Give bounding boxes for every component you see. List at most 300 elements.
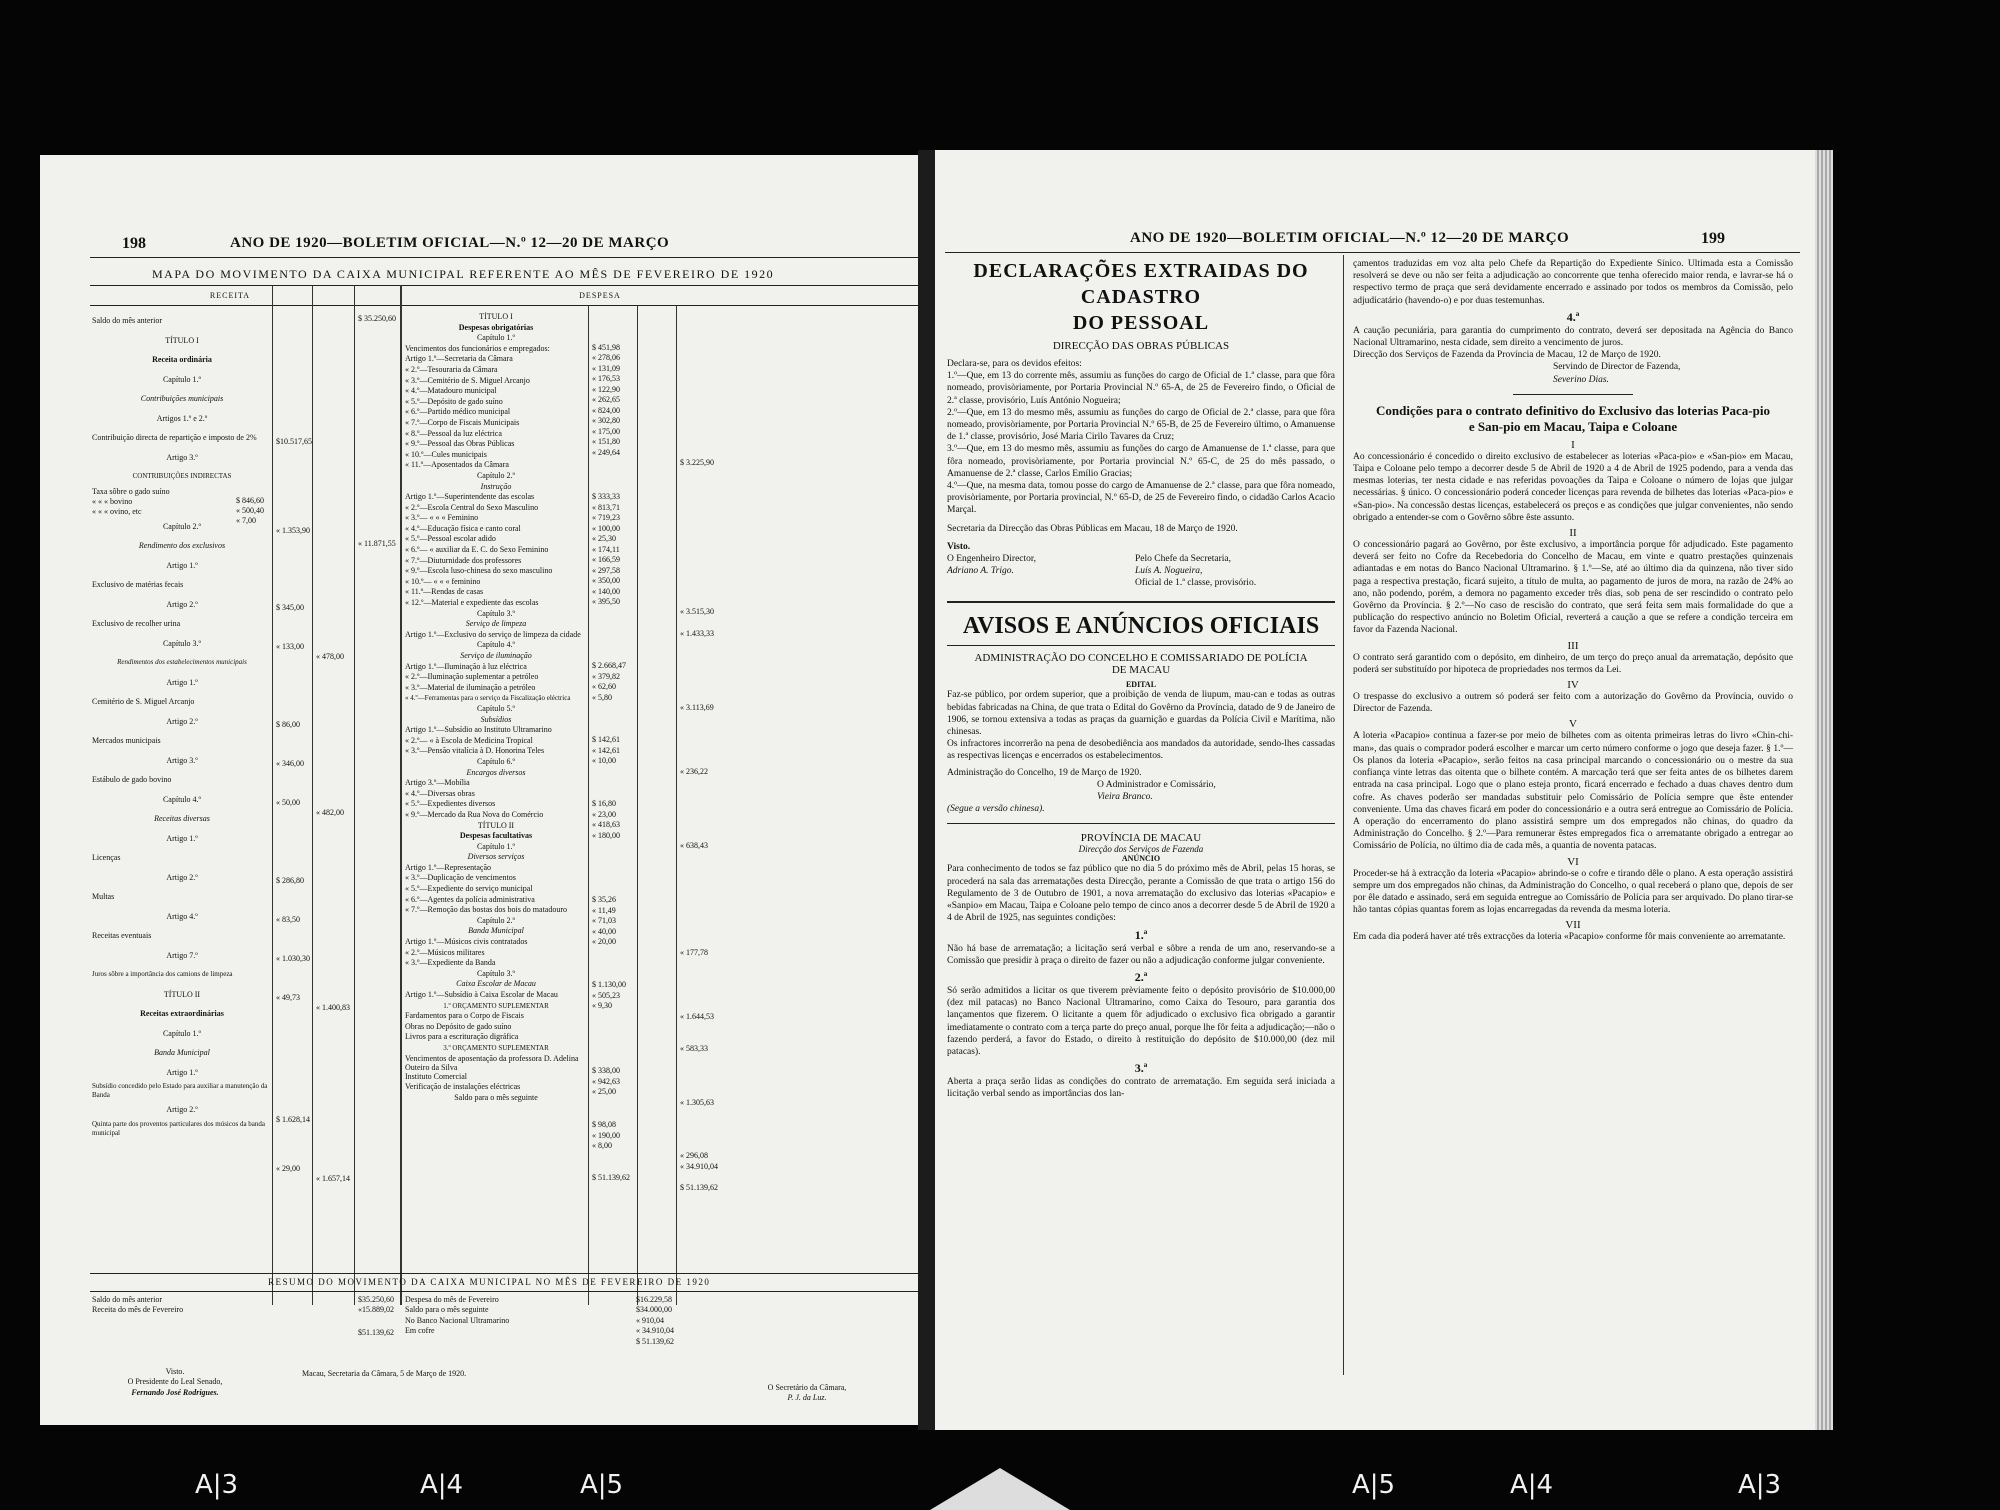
summary-line: Saldo para o mês seguinte — [405, 1305, 489, 1315]
decl-closing: Secretaria da Direcção das Obras Públicas em Macau, 18 de Março de 1920. — [947, 523, 1238, 534]
despesa-line: Artigo 1.º—Secretaria da Câmara — [405, 354, 513, 364]
despesa-line: « 10.º— « « « feminino — [405, 576, 481, 586]
despesa-line: Despesas obrigatórias — [458, 322, 534, 332]
despesa-line: « 5.º—Expedientes diversos — [405, 799, 496, 809]
footer-left — [100, 1367, 250, 1398]
receita-amount-divider — [312, 285, 313, 1305]
receita-line: Capítulo 1.º — [162, 374, 202, 384]
footer-right — [732, 1383, 882, 1404]
section-number: V — [1569, 718, 1577, 731]
despesa-amount: « 638,43 — [680, 841, 708, 850]
despesa-amount: « 10,00 — [592, 756, 616, 765]
despesa-amount: « 719,23 — [592, 513, 620, 522]
receita-line: Rendimentos dos estabelecimentos municipais — [117, 658, 247, 666]
province-subtitle: Direcção dos Serviços de Fazenda — [1078, 844, 1204, 855]
despesa-line: Verificação de instalações eléctricas — [405, 1082, 521, 1092]
despesa-amount: $ 333,33 — [592, 492, 620, 501]
sig-line: Vieira Branco. — [1097, 792, 1153, 803]
despesa-amount: « 813,71 — [592, 503, 620, 512]
decl-sig-right — [1135, 553, 1335, 590]
despesa-line: « 2.º—Tesouraria da Câmara — [405, 364, 498, 374]
despesa-amount: « 583,33 — [680, 1044, 708, 1053]
edital-date: Administração do Concelho, 19 de Março de 1920. — [947, 767, 1142, 778]
despesa-amount: « 25,30 — [592, 534, 616, 543]
fazenda-sig — [1553, 361, 1793, 385]
receita-amount: « 7,00 — [236, 516, 256, 525]
despesa-amount: « 9,30 — [592, 1001, 612, 1010]
despesa-amount: $ 1.130,00 — [592, 980, 626, 989]
sig-line: Pelo Chefe da Secretaria, — [1135, 553, 1232, 564]
decl-item: 1.º—Que, em 13 do corrente mês, assumiu as funções do cargo de Oficial de 1.ª classe, para que fôra nomeado, provisòriamente, por Portaria Provincial N.º 65-A, de 25 de Fevereiro findo, o Oficial de 2.ª classe, provisório, Luís António Nogueira; — [947, 371, 1335, 406]
summary-amount: $35.250,60 — [358, 1295, 394, 1304]
despesa-line: Encargos diversos — [466, 767, 526, 777]
summary-amount: $ 51.139,62 — [636, 1336, 674, 1346]
despesa-amount: « 20,00 — [592, 937, 616, 946]
section-text: Ao concessionário é concedido o direito exclusivo de estabelecer as loterias «Paca-pio» e «San-pio» em Macau, Taipa e Coloane pelo tempo a decorrer desde 5 de Abril de 1920 a 4 de Abril de 1925 podendo, para a venda das mesmas loterias, ter nesta cidade e nas referidas povoações da Taipa e Coloane o número de lojas que julgar necessárias. § único. O concessionário poderá conceder licenças para revenda de bilhetes das loterias «Paca-pio» e «San-pio». Na concessão destas licenças, estabelecerá os preços e as condições que julgar convenientes, não sendo obrigado a entender-se com o Govêrno sôbre êste assunto. — [1353, 451, 1793, 523]
decl-title: DECLARAÇÕES EXTRAIDAS DO CADASTRO — [973, 260, 1309, 308]
despesa-line: Instrução — [480, 481, 512, 491]
receita-line: TÍTULO I — [165, 335, 199, 345]
despesa-amount: « 166,59 — [592, 555, 620, 564]
despesa-line: Artigo 1.º—Músicos civis contratados — [405, 937, 528, 947]
receita-line: Artigo 1.º — [166, 1067, 198, 1077]
film-marker-triangle — [930, 1468, 1070, 1510]
fazenda-date: Direcção dos Serviços de Fazenda da Província de Macau, 12 de Março de 1920. — [1353, 350, 1661, 361]
edital-sig — [1097, 779, 1335, 803]
despesa-amount: $ 51.139,62 — [592, 1173, 630, 1182]
receita-amount: « 346,00 — [276, 759, 304, 768]
receita-amount: « 29,00 — [276, 1164, 300, 1173]
receita-amount: $ 1.628,14 — [276, 1115, 310, 1124]
despesa-amount: « 942,63 — [592, 1077, 620, 1086]
decl-intro: Declara-se, para os devidos efeitos: — [947, 359, 1082, 369]
despesa-line: « 4.º—Educação física e canto coral — [405, 523, 521, 533]
despesa-line: « 4.º—Ferramentas para o serviço da Fiscalização eléctrica — [405, 694, 571, 703]
despesa-amount: « 100,00 — [592, 524, 620, 533]
decl-item: 3.º—Que, em 13 do mesmo mês, assumiu as funções do cargo de Amanuense de 1.ª classe, para que fôra nomeado, provisòriamente, por Portaria provincial N.º 65-C, de 25 do mês passado, o Amanuense de 2.ª classe, Carlos Emílio Gracias; — [947, 444, 1335, 479]
summary-rule — [90, 1291, 918, 1292]
despesa-line: « 9.º—Pessoal das Obras Públicas — [405, 439, 515, 449]
despesa-amount: « 5,80 — [592, 693, 612, 702]
receita-amount-divider — [354, 285, 355, 1305]
despesa-amount: « 262,65 — [592, 395, 620, 404]
despesa-line: « 3.º—Material de iluminação a petróleo — [405, 682, 536, 692]
despesa-line: Capítulo 3.º — [476, 608, 516, 618]
receita-line: Artigos 1.º e 2.º — [156, 413, 208, 423]
right-page — [935, 150, 1815, 1430]
despesa-amount: « 71,03 — [592, 916, 616, 925]
despesa-amount: « 25,00 — [592, 1087, 616, 1096]
receita-amount: « 11.871,55 — [358, 539, 396, 548]
footer-line: Fernando José Rodrigues. — [131, 1387, 219, 1397]
receita-line: Mercados municipais — [92, 736, 161, 745]
despesa-line: Serviço de limpeza — [465, 619, 527, 629]
receita-line: Receita ordinária — [152, 355, 212, 364]
despesa-line: 1.º ORÇAMENTO SUPLEMENTAR — [443, 1001, 549, 1010]
despesa-amount: « 151,80 — [592, 437, 620, 446]
despesa-amount: « 11,49 — [592, 906, 616, 915]
receita-amount: $ 35.250,60 — [358, 314, 396, 323]
sig-line: Servindo de Director de Fazenda, — [1553, 362, 1681, 373]
receita-amount: $ 86,00 — [276, 720, 300, 729]
despesa-line: Capítulo 3.º — [476, 968, 516, 978]
edital-text: Faz-se público, por ordem superior, que a proibição de venda de liupum, mau-can e todas as outras bebidas fabricadas na China, de que trata o Edital do Govêrno da Província, datado de 9 de Janeiro de 1906, se tornou extensiva a todas as praças da guarnição e guardas da Polícia Civil e Marítima, não chinesas. — [947, 690, 1335, 738]
receita-line: Subsídio concedido pelo Estado para auxiliar a manutenção da Banda — [92, 1082, 268, 1099]
receita-line: Artigo 3.º — [166, 452, 198, 462]
despesa-amount-divider — [676, 305, 677, 1305]
condition-label: 1.ª — [1134, 927, 1148, 942]
right-column-1 — [947, 258, 1335, 1101]
despesa-line: « 8.º—Pessoal da luz eléctrica — [405, 428, 502, 438]
summary-amount: « 910,04 — [636, 1315, 664, 1325]
despesa-line: Artigo 3.º—Mobília — [405, 778, 470, 788]
film-mark: A|4 — [1510, 1470, 1554, 1500]
despesa-amount: « 395,50 — [592, 597, 620, 606]
section-number: II — [1569, 527, 1577, 540]
condition-label: 3.ª — [1134, 1061, 1148, 1076]
despesa-amount: « 34.910,04 — [680, 1162, 718, 1171]
receita-line: Capítulo 3.º — [162, 638, 202, 648]
despesa-amount: « 249,64 — [592, 448, 620, 457]
receita-amount-divider — [272, 285, 273, 1305]
despesa-amount: « 62,60 — [592, 682, 616, 691]
receita-line: Licenças — [92, 853, 121, 862]
receita-amount: « 1.657,14 — [316, 1174, 350, 1183]
receita-line: Artigo 2.º — [166, 716, 198, 726]
despesa-line: TÍTULO II — [477, 820, 515, 830]
contract-title: Condições para o contrato definitivo do Exclusivo das loterias Paca-pio e San-pio em Macau, Taipa e Coloane — [1376, 402, 1770, 434]
summary-line: No Banco Nacional Ultramarino — [405, 1315, 510, 1325]
summary-left-amounts — [358, 1295, 394, 1338]
receita-line: Artigo 4.º — [166, 911, 198, 921]
decl-title: DO PESSOAL — [1072, 312, 1210, 334]
decl-item: 4.º—Que, na mesma data, tomou posse do cargo de Amanuense de 2.ª classe, para que fôra nomeado, provisòriamente, por Portaria provincial, N.º 65-D, de 25 de Fevereiro findo, o cidadão Carlos Acacio Marçal. — [947, 481, 1335, 516]
despesa-line: Capítulo 6.º — [476, 756, 516, 766]
despesa-line: Diversos serviços — [467, 852, 525, 862]
despesa-amount: « 418,63 — [592, 820, 620, 829]
summary-line: Despesa do mês de Fevereiro — [405, 1295, 499, 1304]
despesa-amount: $ 3.225,90 — [680, 458, 714, 467]
section-rule — [1513, 394, 1633, 395]
receita-line: « « « bovino — [92, 496, 133, 506]
column-header-rule — [90, 305, 918, 306]
footer-line: P. J. da Luz. — [787, 1393, 827, 1403]
receita-line: Rendimento dos exclusivos — [138, 541, 226, 550]
condition-label: 4.ª — [1566, 309, 1580, 324]
receita-line: Exclusivo de matérias fecais — [92, 580, 184, 589]
summary-mid — [405, 1295, 509, 1337]
receita-line: Artigo 7.º — [166, 950, 198, 960]
despesa-amount: « 1.433,33 — [680, 629, 714, 638]
despesa-amount: « 176,53 — [592, 374, 620, 383]
receita-line: Cemitério de S. Miguel Arcanjo — [92, 697, 195, 706]
receita-amount: « 50,00 — [276, 798, 300, 807]
summary-amount: « 34.910,04 — [636, 1326, 674, 1336]
title-rule — [90, 285, 918, 286]
despesa-amount: « 142,61 — [592, 746, 620, 755]
receita-amount: $ 345,00 — [276, 603, 304, 612]
running-header-left: ANO DE 1920—BOLETIM OFICIAL—N.º 12—20 DE MARÇO — [230, 235, 670, 251]
section-text: A loteria «Pacapio» continua a fazer-se por meio de bilhetes com as oitenta primeiras letras do livro «Chin-chi-man», das quais o comprador poderá escolher e marcar um certo número conforme o jogo que deseja fazer. § 1.º—Os planos da loteria «Pacapio», serão feitos na casa principal marcando o concessionário ou o mestre da sua confiança vinte letras das oitenta que o bilhete contém. A marcação terá que ser feita antes de os bilhetes darem entrada na casa principal. Logo que o plano esteja pronto, ficará encerrado e fechado a duas chaves dentro dum cofre. As chaves poderão ser mandadas substituir pelo Comissário de Polícia sempre que êste entender conveniente. Uma das chaves ficará em poder do concessionário e a outra será entregue ao Comissário de Polícia. A operação do encerramento do plano assistirá sempre um dos empregados não chinas, do quadro da Administração do Concelho. § 2.º—Para remunerar êstes empregados fica o arrematante obrigado a entregar ao Comissário de Polícia, no último dia de cada mês, a quantia de noventa patacas. — [1353, 731, 1793, 852]
despesa-line: Obras no Depósito de gado suíno — [405, 1021, 512, 1031]
despesa-amount: « 824,00 — [592, 406, 620, 415]
despesa-line: Artigo 1.º—Subsídio à Caixa Escolar de Macau — [405, 990, 558, 999]
receita-line: Artigo 1.º — [166, 677, 198, 687]
despesa-line: « 2.º—Escola Central do Sexo Masculino — [405, 502, 539, 512]
header-rule — [945, 252, 1800, 253]
edital-text: Os infractores incorrerão na pena de desobediência aos mandados da autoridade, sendo-lhes cassadas as respectivas licenças e encerrados os estabelecimentos. — [947, 739, 1335, 762]
receita-amount: « 478,00 — [316, 652, 344, 661]
despesa-line: Artigo 1.º—Subsídio ao Instituto Ultramarino — [405, 725, 552, 735]
receita-amount: « 49,73 — [276, 993, 300, 1002]
despesa-amount: $ 98,08 — [592, 1120, 616, 1129]
despesa-line: « 3.º—Expediente da Banda — [405, 958, 496, 968]
receita-header: RECEITA — [209, 291, 251, 300]
despesa-line: « 5.º—Expediente do serviço municipal — [405, 884, 533, 894]
receita-amount: $ 286,80 — [276, 876, 304, 885]
despesa-amount: « 1.305,63 — [680, 1098, 714, 1107]
despesa-amount: « 302,80 — [592, 416, 620, 425]
despesa-line: Artigo 1.º—Exclusivo do serviço de limpeza da cidade — [405, 629, 581, 639]
film-mark: A|3 — [195, 1470, 239, 1500]
despesa-line: Capítulo 2.º — [476, 915, 516, 925]
section-number: VII — [1565, 919, 1581, 932]
summary-rule — [90, 1273, 918, 1274]
despesa-amount: $ 2.668,47 — [592, 661, 626, 670]
despesa-line: « 3.º—Cemitério de S. Miguel Arcanjo — [405, 375, 530, 385]
despesa-line: « 7.º—Remoção das bostas dos bois do matadouro — [405, 905, 568, 915]
section-rule — [947, 601, 1335, 603]
despesa-line: « 3.º—Pensão vitalícia à D. Honorina Teles — [405, 746, 545, 756]
despesa-amount: « 297,58 — [592, 566, 620, 575]
decl-sig-left — [947, 541, 1107, 590]
despesa-line: Despesas facultativas — [459, 831, 533, 841]
despesa-line: « 4.º—Matadouro municipal — [405, 386, 497, 396]
condition-text: A caução pecuniária, para garantia do cumprimento do contrato, deverá ser depositada na Agência do Banco Nacional Ultramarino, nesta cidade, sem direito a vencimento de juros. — [1353, 325, 1793, 349]
despesa-amount: $ 338,00 — [592, 1066, 620, 1075]
section-text: O trespasse do exclusivo a outrem só poderá ser feito com a autorização do Govêrno da Província, ouvido o Director de Fazenda. — [1353, 692, 1793, 715]
summary-right-amounts — [636, 1295, 674, 1347]
section-text: O concessionário pagará ao Govêrno, por êste exclusivo, a importância porque fôr adjudicado. Este pagamento deverá ser feito no Cofre da Recebedoria do Concelho de Macau, em vinte e quatro prestações quinzenais adiantadas e em notas do Banco Nacional Ultramarino. § 1.º—Se, até ao último dia da quinzena, não tiver sido paga a respectiva prestação, ficará sujeito, a título de multa, ao pagamento de juros de mora, na razão de 24% ao ano, não podendo, porém, a demora no pagamento exceder três dias, sob pena de ser rescindido o contrato pelo Govêrno da Província. § 2.º—No caso de rescisão do contrato, que será feita sem mais formalidade do que a publicação do respectivo anúncio no Boletim Oficial, reverterá a caução a que se refere a condição terceira em favor da Fazenda Nacional. — [1353, 540, 1793, 636]
summary-amount: «15.889,02 — [358, 1305, 394, 1315]
receita-amount: « 1.353,90 — [276, 526, 310, 535]
anuncio-text: Para conhecimento de todos se faz público que no dia 5 do próximo mês de Abril, pelas 15 horas, se procederá na sala das arrematações desta Direcção, perante a Comissão de que trata o artigo 156 do Regulamento de 3 de Outubro de 1901, a nova arrematação do exclusivo das loterias «Pacapio» e «Sanpio» em Macau, Taipa e Coloane pelo tempo de cinco anos a decorrer desde 5 de Abril de 1920 a 4 de Abril de 1925, nas seguintes condições: — [947, 864, 1335, 924]
section-number: III — [1567, 639, 1579, 652]
receita-amount: « 1.030,30 — [276, 954, 310, 963]
map-title: MAPA DO MOVIMENTO DA CAIXA MUNICIPAL REFERENTE AO MÊS DE FEVEREIRO DE 1920 — [152, 267, 775, 281]
film-mark: A|3 — [1738, 1470, 1782, 1500]
section-number: VI — [1567, 855, 1579, 868]
sig-line: O Engenheiro Director, — [947, 554, 1037, 565]
receita-amount: « 133,00 — [276, 642, 304, 651]
receita-line: Capítulo 2.º — [162, 521, 202, 531]
film-mark: A|5 — [1352, 1470, 1396, 1500]
right-column-2 — [1353, 258, 1793, 944]
despesa-line: 3.º ORÇAMENTO SUPLEMENTAR — [443, 1043, 549, 1052]
despesa-line: Subsídios — [480, 714, 512, 724]
despesa-line: « 3.º—Duplicação de vencimentos — [405, 873, 516, 883]
page-number-left: 198 — [122, 235, 146, 252]
section-rule — [947, 823, 1335, 824]
receita-line: Multas — [92, 892, 115, 901]
receita-line: Estábulo de gado bovino — [92, 775, 172, 784]
receita-line: Artigo 3.º — [166, 755, 198, 765]
despesa-amount-divider — [637, 305, 638, 1305]
section-number: I — [1571, 438, 1575, 451]
despesa-line: Instituto Comercial — [405, 1071, 467, 1081]
receita-line: Artigo 1.º — [166, 560, 198, 570]
despesa-line: « 9.º—Escola luso-chinesa do sexo masculino — [405, 566, 553, 576]
receita-amount: « 500,40 — [236, 506, 264, 515]
section-number: IV — [1567, 679, 1579, 692]
summary-line: Em cofre — [405, 1326, 435, 1336]
receita-line: Receitas extraordinárias — [140, 1009, 224, 1018]
page-edges — [1815, 150, 1833, 1430]
receita-amount: « 1.400,83 — [316, 1003, 350, 1012]
despesa-line: « 7.º—Corpo de Fiscais Municipais — [405, 417, 520, 427]
despesa-amount: « 379,82 — [592, 672, 620, 681]
despesa-amount: « 131,09 — [592, 364, 620, 373]
summary-title: RESUMO DO MOVIMENTO DA CAIXA MUNICIPAL NO MÊS DE FEVEREIRO DE 1920 — [268, 1277, 711, 1287]
despesa-amount: $ 16,80 — [592, 799, 616, 808]
despesa-line: Capítulo 4.º — [476, 640, 516, 650]
left-page — [40, 155, 918, 1425]
footer-line: Visto. — [165, 1367, 185, 1376]
despesa-line: « 7.º—Diuturnidade dos professores — [405, 555, 522, 565]
despesa-amount: « 505,23 — [592, 991, 620, 1000]
sig-line: Oficial de 1.ª classe, provisório. — [1135, 578, 1257, 589]
despesa-line: « 10.º—Cules municipais — [405, 449, 487, 459]
receita-amount: « 83,50 — [276, 915, 300, 924]
despesa-amount: « 175,00 — [592, 427, 620, 436]
despesa-line: « 2.º— « à Escola de Medicina Tropical — [405, 735, 533, 745]
decl-subtitle: DIRECÇÃO DAS OBRAS PÚBLICAS — [1052, 340, 1230, 352]
edital-label: EDITAL — [1125, 680, 1157, 690]
despesa-line: TÍTULO I — [479, 312, 513, 321]
despesa-amount-divider — [588, 305, 589, 1305]
despesa-amount: « 278,06 — [592, 353, 620, 362]
despesa-line: « 6.º—Partido médico municipal — [405, 407, 511, 417]
despesa-line: Capítulo 1.º — [476, 333, 516, 343]
summary-line: Saldo do mês anterior — [92, 1295, 162, 1304]
receita-line: Capítulo 4.º — [162, 794, 202, 804]
summary-left — [92, 1295, 183, 1316]
despesa-line: « 2.º—Iluminação suplementar a petróleo — [405, 672, 539, 682]
receita-amount: $10.517,65 — [276, 437, 312, 446]
despesa-amount: « 1.644,53 — [680, 1012, 714, 1021]
footer-mid: Macau, Secretaria da Câmara, 5 de Março de 1920. — [302, 1369, 467, 1378]
receita-line: Capítulo 1.º — [162, 1028, 202, 1038]
despesa-amount: « 236,22 — [680, 767, 708, 776]
summary-line: Receita do mês de Fevereiro — [92, 1305, 184, 1315]
decl-item: 2.º—Que, em 13 do mesmo mês, assumiu as funções do cargo de Oficial de 2.ª classe, para que fôra nomeado, provisòriamente, por Portaria Provincial N.º 65-B, de 25 de Fevereiro último, o Amanuense de 1.ª classe, provisório, José Maria Cirilo Tavares da Cruz; — [947, 407, 1335, 443]
receita-line: Receitas eventuais — [92, 931, 152, 940]
despesa-line: Saldo para o mês seguinte — [454, 1092, 538, 1102]
avisos-title: AVISOS E ANÚNCIOS OFICIAIS — [962, 613, 1320, 640]
despesa-amount: « 350,00 — [592, 576, 620, 585]
receita-line: Quinta parte dos proventos particulares dos músicos da banda municipal — [92, 1119, 266, 1137]
despesa-line: Artigo 1.º—Iluminação à luz eléctrica — [405, 661, 527, 671]
receita-amount: « 482,00 — [316, 808, 344, 817]
despesa-amount: « 140,00 — [592, 587, 620, 596]
despesa-line: Artigo 1.º—Superintendente das escolas — [405, 492, 535, 502]
condition-label: 2.ª — [1134, 969, 1148, 984]
despesa-line: Livros para a escrituração digráfica — [405, 1032, 519, 1042]
despesa-amount: « 8,00 — [592, 1141, 612, 1150]
despesa-amount: « 3.113,69 — [680, 703, 714, 712]
despesa-line: « 4.º—Diversas obras — [405, 788, 475, 798]
receita-line: Artigo 1.º — [166, 833, 198, 843]
footer-line: O Secretário da Câmara, — [767, 1383, 847, 1392]
anuncio-label: ANÚNCIO — [1121, 854, 1161, 864]
film-mark: A|4 — [420, 1470, 464, 1500]
despesa-line: Vencimentos de aposentação da professora D. Adelina Outeiro da Silva — [405, 1053, 579, 1072]
despesa-line: Serviço de iluminação — [460, 651, 532, 660]
condition-text: Só serão admitidos a licitar os que tiverem prèviamente feito o depósito provisório de $10.000,00 (dez mil patacas) no Banco Nacional Ultramarino, como Caixa do Tesouro, para garantia dos lançamentos que fizerem. O licitante a quem fôr adjudicado o exclusivo fica obrigado a garantir imediatamente o contrato com a terça parte do preço anual, porque lhe fôr feita a adjudicação;—não o fazendo perderá, a favor do Estado, o direito à restituição do depósito de $10.000,00 (dez mil patacas). — [947, 985, 1335, 1057]
column-divider — [1343, 255, 1344, 1375]
receita-line: Contribuição directa de repartição e imposto de 2% — [92, 433, 257, 442]
sig-line: O Administrador e Comissário, — [1097, 779, 1216, 790]
despesa-amount: « 40,00 — [592, 927, 616, 936]
despesa-line: « 6.º— « auxiliar da E. C. do Sexo Feminino — [405, 545, 549, 555]
receita-line: Artigo 2.º — [166, 872, 198, 882]
section-text: Em cada dia poderá haver até três extracções da loteria «Pacapio» conforme fôr mais conveniente ao arrematante. — [1353, 932, 1786, 943]
receita-line: CONTRIBUIÇÕES INDIRECTAS — [132, 472, 232, 480]
receita-line: Taxa sôbre o gado suíno — [92, 486, 170, 496]
despesa-line: « 11.º—Aposentados da Câmara — [405, 460, 509, 470]
receita-line: Artigo 2.º — [166, 599, 198, 609]
despesa-line: « 11.º—Rendas de casas — [405, 587, 484, 597]
despesa-line: Fardamentos para o Corpo de Fiscais — [405, 1011, 524, 1021]
despesa-line: « 3.º— « « « Feminino — [405, 513, 479, 523]
despesa-amount: $ 142,61 — [592, 735, 620, 744]
receita-line: Receitas diversas — [154, 814, 210, 823]
condition-text: Não há base de arrematação; a licitação será verbal e sôbre a renda de um ano, reservando-se a Comissão que presidir à praça o direito de fazer ou não a adjudicação conforme julgar conveniente. — [947, 943, 1335, 966]
admin-title: ADMINISTRAÇÃO DO CONCELHO E COMISSARIADO DE POLÍCIA DE MACAU — [974, 652, 1308, 677]
despesa-amount: « 296,08 — [680, 1151, 708, 1160]
section-text: O contrato será garantido com o depósito, em dinheiro, de um terço do preço anual da arrematação, depósito que poderá ser substituído por hipoteca de propriedades nos termos da Lei. — [1353, 652, 1793, 675]
page-number-right: 199 — [1701, 230, 1725, 247]
despesa-line: Capítulo 1.º — [476, 841, 516, 851]
condition-text: Aberta a praça serão lidas as condições do contrato de arrematação. Em seguida será iniciada a licitação verbal sendo as importâncias dos lan- — [947, 1077, 1335, 1100]
receita-line: Banda Municipal — [154, 1048, 210, 1057]
section-rule — [947, 645, 1335, 646]
edital-note: (Segue a versão chinesa). — [947, 804, 1045, 815]
receita-line: Juros sôbre a importância dos camions de limpeza — [92, 970, 233, 978]
film-mark: A|5 — [580, 1470, 624, 1500]
receita-list — [92, 311, 272, 1138]
despesa-amount: « 122,90 — [592, 385, 620, 394]
receita-line: Contribuições municipais — [140, 394, 224, 403]
despesa-line: Capítulo 2.º — [476, 470, 516, 480]
despesa-amount: « 180,00 — [592, 831, 620, 840]
despesa-amount: « 3.515,30 — [680, 607, 714, 616]
decl-signatures — [947, 541, 1335, 590]
despesa-line: « 12.º—Material e expediente das escolas — [405, 598, 539, 608]
despesa-line: Caixa Escolar de Macau — [456, 979, 536, 989]
footer-line: O Presidente do Leal Senado, — [127, 1377, 223, 1387]
summary-amount: $16.229,58 — [636, 1295, 672, 1304]
summary-amount: $51.139,62 — [358, 1327, 394, 1337]
sig-line: Adriano A. Trigo. — [947, 566, 1014, 577]
sig-line: Visto. — [947, 541, 971, 552]
despesa-header: DESPESA — [579, 291, 621, 300]
despesa-line: « 6.º—Agentes da polícia administrativa — [405, 894, 535, 904]
province-title: PROVÍNCIA DE MACAU — [1080, 832, 1202, 845]
receita-line: Exclusivo de recolher urina — [92, 619, 181, 628]
book-spine — [918, 150, 935, 1430]
receita-line: Artigo 2.º — [166, 1105, 198, 1114]
